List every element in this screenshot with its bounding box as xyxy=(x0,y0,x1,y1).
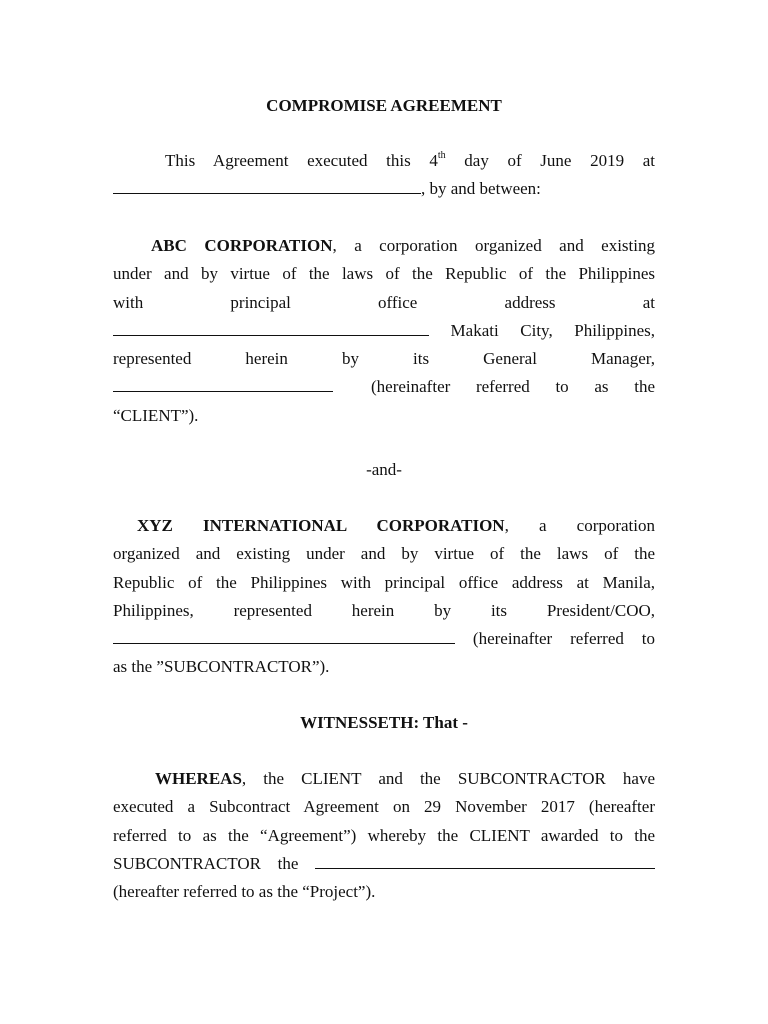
client-paragraph xyxy=(113,232,655,430)
client-address-blank xyxy=(113,318,429,336)
client-line-4 xyxy=(113,317,655,345)
whereas-text-4: SUBCONTRACTOR the xyxy=(113,853,315,873)
intro-text-3: , by and between: xyxy=(421,179,541,199)
whereas-line-4 xyxy=(113,850,655,878)
sub-text-1: , a corporation xyxy=(504,516,656,535)
place-blank xyxy=(113,176,421,194)
whereas-line-3: referred to as the “Agreement”) whereby the CLIENT awarded to the xyxy=(113,825,655,845)
client-line-2: under and by virtue of the laws of the Republic of the Philippines xyxy=(113,264,655,284)
intro-text-1: This Agreement executed this 4 xyxy=(165,151,438,170)
client-line-5: represented herein by its General Manager, xyxy=(113,349,655,369)
project-blank xyxy=(315,851,655,869)
intro-line-1 xyxy=(113,147,655,175)
whereas-paragraph xyxy=(113,765,655,906)
client-line-7: “CLIENT”). xyxy=(113,405,199,425)
client-text-6: (hereinafter referred to as the xyxy=(371,377,655,397)
sub-text-5: (hereinafter referred to xyxy=(455,629,655,649)
sub-line-2: organized and existing under and by virtue of the laws of the xyxy=(113,544,655,564)
subcontractor-name: XYZ INTERNATIONAL CORPORATION xyxy=(137,516,505,535)
document-title: COMPROMISE AGREEMENT xyxy=(266,96,502,115)
client-line-3: with principal office address at xyxy=(113,292,655,312)
whereas-text-1: , the CLIENT and the SUBCONTRACTOR have xyxy=(241,769,655,788)
whereas-line-1 xyxy=(113,765,655,793)
client-name: ABC CORPORATION xyxy=(151,236,333,255)
client-line-6 xyxy=(113,373,655,401)
sub-line-1 xyxy=(113,512,655,540)
sub-line-6: as the ”SUBCONTRACTOR”). xyxy=(113,657,330,677)
client-line-1 xyxy=(113,232,655,260)
ordinal-suffix: th xyxy=(437,150,446,161)
sub-line-3: Republic of the Philippines with principal office address at Manila, xyxy=(113,572,655,592)
sub-president-blank xyxy=(113,626,455,644)
witnesseth-heading: WITNESSETH: That - xyxy=(300,713,468,732)
client-manager-blank xyxy=(113,374,333,392)
subcontractor-paragraph xyxy=(113,512,655,682)
whereas-lead: WHEREAS xyxy=(155,769,242,788)
intro-text-2: day of June 2019 at xyxy=(445,151,655,170)
whereas-line-2: executed a Subcontract Agreement on 29 November 2017 (hereafter xyxy=(113,797,655,817)
client-text-1: , a corporation organized and existing xyxy=(332,236,655,255)
client-text-4: Makati City, Philippines, xyxy=(429,320,655,340)
and-separator: -and- xyxy=(366,460,402,479)
sub-line-5 xyxy=(113,625,655,653)
intro-line-2 xyxy=(113,175,655,203)
intro-paragraph xyxy=(113,147,655,204)
sub-line-4: Philippines, represented herein by its President/COO, xyxy=(113,600,655,620)
whereas-line-5: (hereafter referred to as the “Project”). xyxy=(113,882,376,902)
